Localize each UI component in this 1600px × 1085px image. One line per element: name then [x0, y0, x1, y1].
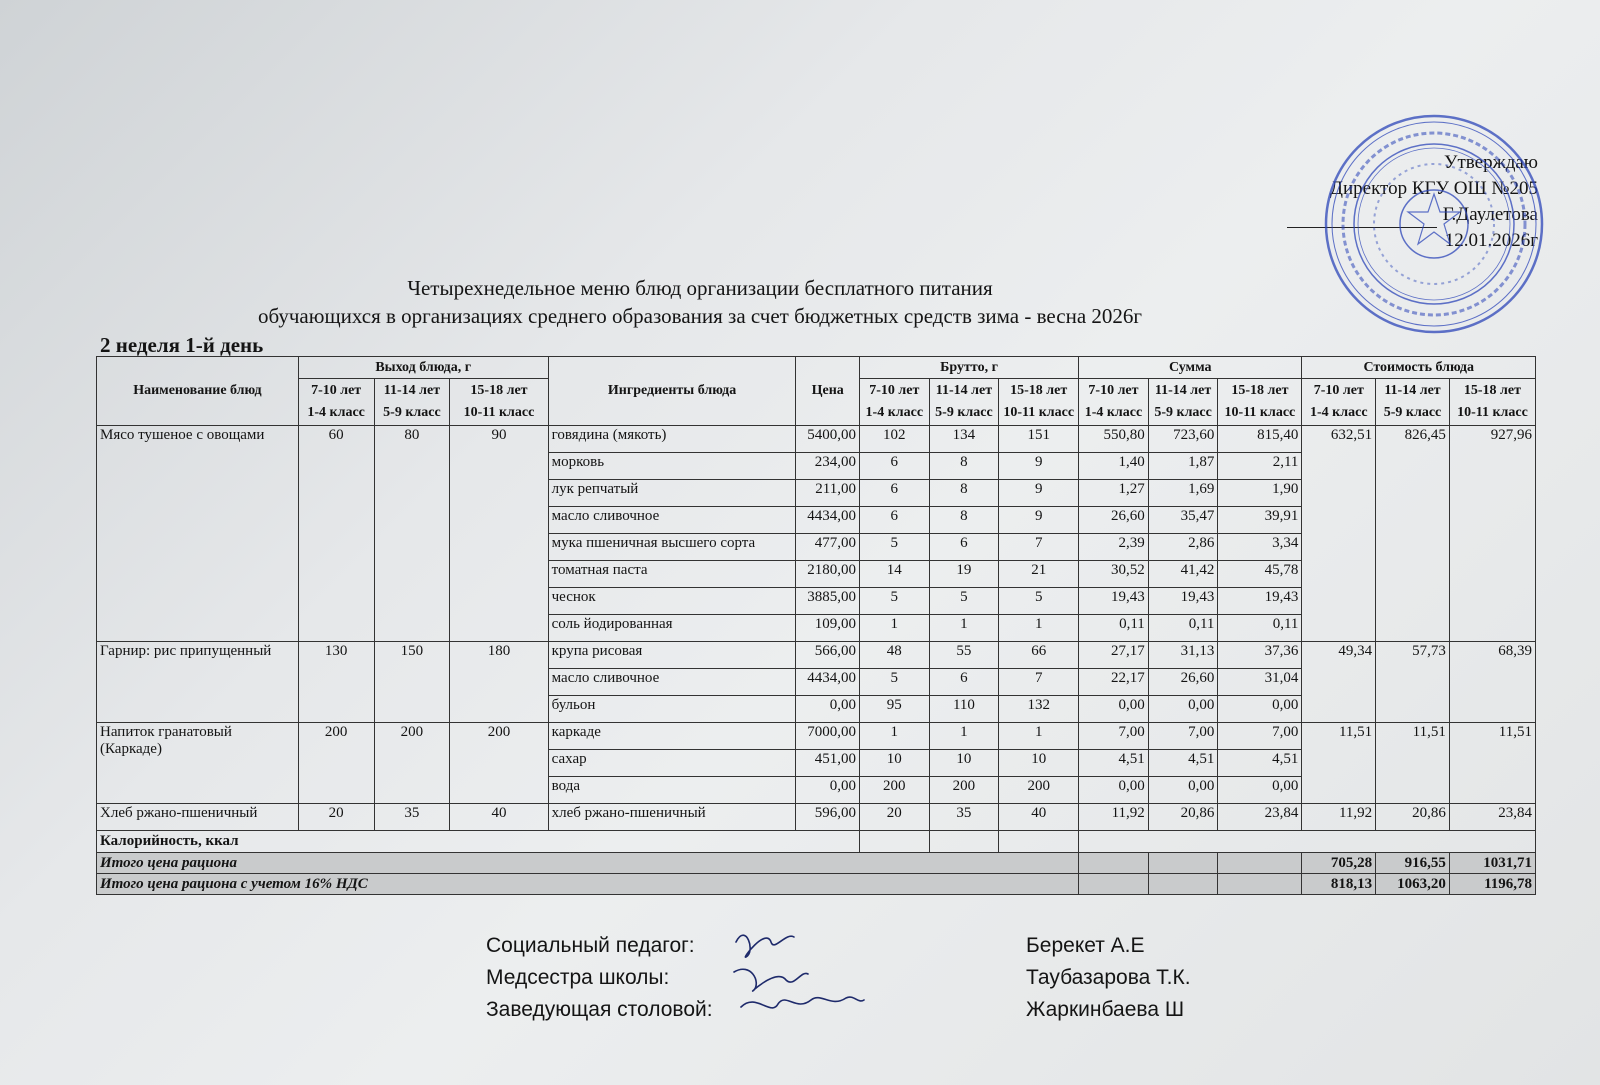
ingredient-name: мука пшеничная высшего сорта: [548, 534, 796, 561]
ingredient-sum: 0,00: [1148, 696, 1218, 723]
approval-heading: Утверждаю: [1444, 152, 1538, 173]
header-grade: 5-9 класс: [1383, 405, 1442, 420]
ingredient-sum: 4,51: [1148, 750, 1218, 777]
ration-empty-cell: [1218, 853, 1302, 874]
ingredient-name: чеснок: [548, 588, 796, 615]
ingredient-gross: 35: [929, 804, 999, 831]
ingredient-price: 2180,00: [796, 561, 859, 588]
ingredient-sum: 41,42: [1148, 561, 1218, 588]
ingredient-sum: 2,39: [1079, 534, 1149, 561]
dish-cost: 49,34: [1302, 642, 1376, 723]
ingredient-gross: 7: [999, 669, 1079, 696]
ingredient-sum: 7,00: [1079, 723, 1149, 750]
ingredient-gross: 10: [859, 750, 929, 777]
ingredient-sum: 39,91: [1218, 507, 1302, 534]
ration-value: 916,55: [1376, 853, 1450, 874]
ingredient-sum: 550,80: [1079, 426, 1149, 453]
ingredient-gross: 8: [929, 507, 999, 534]
ingredient-gross: 5: [859, 669, 929, 696]
ingredient-sum: 27,17: [1079, 642, 1149, 669]
header-age: 15-18 лет: [1231, 383, 1289, 398]
ingredient-name: лук репчатый: [548, 480, 796, 507]
header-age: 11-14 лет: [1384, 383, 1441, 398]
ingredient-gross: 132: [999, 696, 1079, 723]
ingredient-sum: 0,11: [1079, 615, 1149, 642]
dish-yield: 130: [298, 642, 374, 723]
ingredient-name: масло сливочное: [548, 669, 796, 696]
ingredient-price: 4434,00: [796, 507, 859, 534]
header-grade: 1-4 класс: [865, 405, 924, 420]
ingredient-row: [97, 426, 1536, 453]
ingredient-name: хлеб ржано-пшеничный: [548, 804, 796, 831]
header-dish-name: Наименование блюд: [97, 357, 299, 426]
ingredient-gross: 1: [859, 723, 929, 750]
ingredient-gross: 200: [859, 777, 929, 804]
ingredient-sum: 1,87: [1148, 453, 1218, 480]
ingredient-sum: 0,00: [1079, 777, 1149, 804]
ration-value: 705,28: [1302, 853, 1376, 874]
signature-row: [486, 962, 1286, 994]
ingredient-gross: 40: [999, 804, 1079, 831]
ingredient-sum: 20,86: [1148, 804, 1218, 831]
dish-yield: 40: [450, 804, 548, 831]
ingredient-sum: 26,60: [1079, 507, 1149, 534]
dish-cost: 11,51: [1302, 723, 1376, 804]
header-age-group-gross: [999, 379, 1079, 426]
header-sum: Сумма: [1079, 357, 1302, 379]
header-age: 7-10 лет: [311, 383, 362, 398]
dish-name: Хлеб ржано-пшеничный: [97, 804, 299, 831]
ration-vat-value: 1196,78: [1449, 874, 1535, 895]
ingredient-gross: 95: [859, 696, 929, 723]
handwritten-signatures-icon: [716, 912, 876, 1032]
ingredient-gross: 5: [999, 588, 1079, 615]
calories-cell: [1079, 831, 1536, 853]
header-grade: 5-9 класс: [935, 405, 993, 420]
header-age-group-gross: [859, 379, 929, 426]
header-age: 11-14 лет: [935, 383, 993, 398]
ingredient-price: 0,00: [796, 777, 859, 804]
calories-cell: [929, 831, 999, 853]
ingredient-gross: 5: [859, 534, 929, 561]
dish-yield: 150: [374, 642, 450, 723]
ingredient-sum: 723,60: [1148, 426, 1218, 453]
header-age-group-yield: [374, 379, 450, 426]
calories-row: [97, 831, 1536, 853]
signature-role: Медсестра школы:: [486, 966, 670, 989]
header-age: 7-10 лет: [1313, 383, 1364, 398]
header-grade: 10-11 класс: [463, 405, 535, 420]
ration-total-label: Итого цена рациона: [97, 853, 1079, 874]
dish-yield: 200: [298, 723, 374, 804]
ingredient-gross: 48: [859, 642, 929, 669]
ingredient-name: сахар: [548, 750, 796, 777]
header-age-group-cost: [1302, 379, 1376, 426]
dish-yield: 200: [450, 723, 548, 804]
ingredient-gross: 66: [999, 642, 1079, 669]
ingredient-sum: 0,00: [1218, 696, 1302, 723]
header-age-group-yield: [298, 379, 374, 426]
ingredient-name: морковь: [548, 453, 796, 480]
ingredient-gross: 5: [859, 588, 929, 615]
document-title: [150, 274, 1250, 330]
header-price: Цена: [796, 357, 859, 426]
signature-name: Таубазарова Т.К.: [1026, 966, 1191, 989]
ingredient-gross: 9: [999, 507, 1079, 534]
dish-name: Гарнир: рис припущенный: [97, 642, 299, 723]
ingredient-price: 477,00: [796, 534, 859, 561]
ingredient-sum: 2,86: [1148, 534, 1218, 561]
ration-value: 1031,71: [1449, 853, 1535, 874]
ingredient-gross: 6: [929, 534, 999, 561]
ingredient-gross: 6: [859, 453, 929, 480]
approval-name-line: [1238, 202, 1538, 228]
signatures-block: [486, 930, 1286, 1026]
signature-role: Социальный педагог:: [486, 934, 695, 957]
ingredient-gross: 9: [999, 453, 1079, 480]
header-age: 15-18 лет: [1010, 383, 1068, 398]
header-age: 7-10 лет: [1088, 383, 1139, 398]
ingredient-price: 7000,00: [796, 723, 859, 750]
ingredient-name: томатная паста: [548, 561, 796, 588]
dish-yield: 80: [374, 426, 450, 642]
dish-cost: 57,73: [1376, 642, 1450, 723]
ingredient-gross: 19: [929, 561, 999, 588]
ingredient-gross: 134: [929, 426, 999, 453]
ingredient-gross: 21: [999, 561, 1079, 588]
ingredient-gross: 1: [999, 615, 1079, 642]
ingredient-gross: 1: [859, 615, 929, 642]
ingredient-price: 451,00: [796, 750, 859, 777]
signature-row: [486, 930, 1286, 962]
ingredient-name: каркаде: [548, 723, 796, 750]
dish-cost: 826,45: [1376, 426, 1450, 642]
dish-cost: 11,92: [1302, 804, 1376, 831]
ration-total-row: [97, 853, 1536, 874]
header-grade: 10-11 класс: [1224, 405, 1296, 420]
header-age-group-sum: [1079, 379, 1149, 426]
header-age-group-cost: [1449, 379, 1535, 426]
title-line-1: Четырехнедельное меню блюд организации бесплатного питания: [407, 276, 993, 300]
ingredient-gross: 10: [999, 750, 1079, 777]
ingredient-name: крупа рисовая: [548, 642, 796, 669]
ingredient-sum: 37,36: [1218, 642, 1302, 669]
ingredient-gross: 10: [929, 750, 999, 777]
dish-cost: 23,84: [1449, 804, 1535, 831]
ingredient-row: [97, 723, 1536, 750]
header-grade: 10-11 класс: [1457, 405, 1528, 420]
header-grade: 1-4 класс: [307, 405, 365, 420]
dish-cost: 11,51: [1376, 723, 1450, 804]
ingredient-gross: 102: [859, 426, 929, 453]
ration-empty-cell: [1218, 874, 1302, 895]
day-label: 2 неделя 1-й день: [100, 333, 264, 357]
ration-vat-row: [97, 874, 1536, 895]
calories-cell: [859, 831, 929, 853]
menu-table: [96, 356, 1536, 895]
header-age-group-sum: [1218, 379, 1302, 426]
ration-vat-value: 818,13: [1302, 874, 1376, 895]
header-grade: 10-11 класс: [1003, 405, 1075, 420]
ingredient-sum: 7,00: [1148, 723, 1218, 750]
approval-date: 12.01.2026г: [1444, 230, 1538, 251]
ration-empty-cell: [1148, 853, 1218, 874]
ingredient-gross: 1: [999, 723, 1079, 750]
dish-cost: 927,96: [1449, 426, 1535, 642]
menu-body: [97, 426, 1536, 831]
ingredient-gross: 7: [999, 534, 1079, 561]
ration-vat-value: 1063,20: [1376, 874, 1450, 895]
ingredient-price: 3885,00: [796, 588, 859, 615]
calories-label: Калорийность, ккал: [97, 831, 860, 853]
ingredient-sum: 1,40: [1079, 453, 1149, 480]
header-age: 15-18 лет: [1463, 383, 1521, 398]
header-grade: 5-9 класс: [383, 405, 441, 420]
dish-cost: 632,51: [1302, 426, 1376, 642]
ingredient-sum: 11,92: [1079, 804, 1149, 831]
header-age-group-gross: [929, 379, 999, 426]
dish-yield: 35: [374, 804, 450, 831]
header-grade: 1-4 класс: [1084, 405, 1143, 420]
signature-name: Жаркинбаева Ш: [1026, 998, 1185, 1021]
ration-empty-cell: [1079, 874, 1149, 895]
dish-cost: 11,51: [1449, 723, 1535, 804]
ingredient-sum: 1,69: [1148, 480, 1218, 507]
header-yield: Выход блюда, г: [298, 357, 548, 379]
header-ingredients: Ингредиенты блюда: [548, 357, 796, 426]
ingredient-name: соль йодированная: [548, 615, 796, 642]
ingredient-gross: 151: [999, 426, 1079, 453]
ingredient-sum: 815,40: [1218, 426, 1302, 453]
ingredient-gross: 5: [929, 588, 999, 615]
ration-empty-cell: [1148, 874, 1218, 895]
dish-cost: 68,39: [1449, 642, 1535, 723]
ingredient-sum: 0,11: [1218, 615, 1302, 642]
header-age-group-yield: [450, 379, 548, 426]
dish-cost: 20,86: [1376, 804, 1450, 831]
ingredient-sum: 4,51: [1218, 750, 1302, 777]
ingredient-price: 5400,00: [796, 426, 859, 453]
ingredient-gross: 6: [859, 480, 929, 507]
header-age: 15-18 лет: [470, 383, 528, 398]
ingredient-gross: 8: [929, 453, 999, 480]
ingredient-sum: 4,51: [1079, 750, 1149, 777]
ingredient-price: 234,00: [796, 453, 859, 480]
ingredient-sum: 30,52: [1079, 561, 1149, 588]
ingredient-sum: 1,27: [1079, 480, 1149, 507]
ingredient-sum: 19,43: [1079, 588, 1149, 615]
ingredient-sum: 19,43: [1148, 588, 1218, 615]
ingredient-price: 109,00: [796, 615, 859, 642]
ingredient-sum: 0,00: [1218, 777, 1302, 804]
header-age: 11-14 лет: [1154, 383, 1212, 398]
ingredient-price: 4434,00: [796, 669, 859, 696]
ingredient-row: [97, 804, 1536, 831]
ingredient-gross: 9: [999, 480, 1079, 507]
ingredient-sum: 31,13: [1148, 642, 1218, 669]
ingredient-gross: 1: [929, 615, 999, 642]
dish-yield: 200: [374, 723, 450, 804]
ingredient-sum: 2,11: [1218, 453, 1302, 480]
ingredient-sum: 0,00: [1079, 696, 1149, 723]
signature-role: Заведующая столовой:: [486, 998, 713, 1021]
approval-name: Г.Даулетова: [1442, 204, 1538, 225]
ingredient-name: бульон: [548, 696, 796, 723]
ingredient-sum: 35,47: [1148, 507, 1218, 534]
ingredient-sum: 26,60: [1148, 669, 1218, 696]
dish-name: Напиток гранатовый (Каркаде): [97, 723, 299, 804]
calories-cell: [999, 831, 1079, 853]
dish-yield: 180: [450, 642, 548, 723]
ingredient-row: [97, 642, 1536, 669]
ingredient-gross: 20: [859, 804, 929, 831]
ingredient-sum: 0,00: [1148, 777, 1218, 804]
ingredient-gross: 6: [859, 507, 929, 534]
dish-yield: 20: [298, 804, 374, 831]
approval-director: Директор КГУ ОШ №205: [1330, 178, 1538, 199]
ration-vat-label: Итого цена рациона с учетом 16% НДС: [97, 874, 1079, 895]
header-cost: Стоимость блюда: [1302, 357, 1536, 379]
ingredient-sum: 1,90: [1218, 480, 1302, 507]
header-age: 11-14 лет: [383, 383, 441, 398]
header-gross: Брутто, г: [859, 357, 1078, 379]
ingredient-sum: 23,84: [1218, 804, 1302, 831]
ingredient-gross: 110: [929, 696, 999, 723]
ingredient-gross: 1: [929, 723, 999, 750]
approval-block: [1238, 150, 1538, 254]
title-line-2: обучающихся в организациях среднего образования за счет бюджетных средств зима - весна 2026г: [257, 304, 1143, 328]
approval-signature-line: [1287, 210, 1437, 228]
dish-name: Мясо тушеное с овощами: [97, 426, 299, 642]
ration-empty-cell: [1079, 853, 1149, 874]
ingredient-gross: 14: [859, 561, 929, 588]
ingredient-sum: 31,04: [1218, 669, 1302, 696]
header-age: 7-10 лет: [869, 383, 920, 398]
ingredient-gross: 55: [929, 642, 999, 669]
ingredient-gross: 200: [929, 777, 999, 804]
ingredient-sum: 22,17: [1079, 669, 1149, 696]
dish-yield: 90: [450, 426, 548, 642]
ingredient-price: 566,00: [796, 642, 859, 669]
ingredient-price: 211,00: [796, 480, 859, 507]
ingredient-name: масло сливочное: [548, 507, 796, 534]
ingredient-gross: 200: [999, 777, 1079, 804]
ingredient-sum: 7,00: [1218, 723, 1302, 750]
ingredient-sum: 45,78: [1218, 561, 1302, 588]
ingredient-sum: 0,11: [1148, 615, 1218, 642]
ingredient-name: говядина (мякоть): [548, 426, 796, 453]
header-age-group-sum: [1148, 379, 1218, 426]
header-age-group-cost: [1376, 379, 1450, 426]
ingredient-gross: 6: [929, 669, 999, 696]
signature-row: [486, 994, 1286, 1026]
signature-name: Берекет А.Е: [1026, 934, 1145, 957]
header-grade: 5-9 класс: [1154, 405, 1212, 420]
dish-yield: 60: [298, 426, 374, 642]
ingredient-price: 0,00: [796, 696, 859, 723]
ingredient-gross: 8: [929, 480, 999, 507]
header-grade: 1-4 класс: [1310, 405, 1368, 420]
ingredient-sum: 3,34: [1218, 534, 1302, 561]
ingredient-price: 596,00: [796, 804, 859, 831]
ingredient-name: вода: [548, 777, 796, 804]
ingredient-sum: 19,43: [1218, 588, 1302, 615]
